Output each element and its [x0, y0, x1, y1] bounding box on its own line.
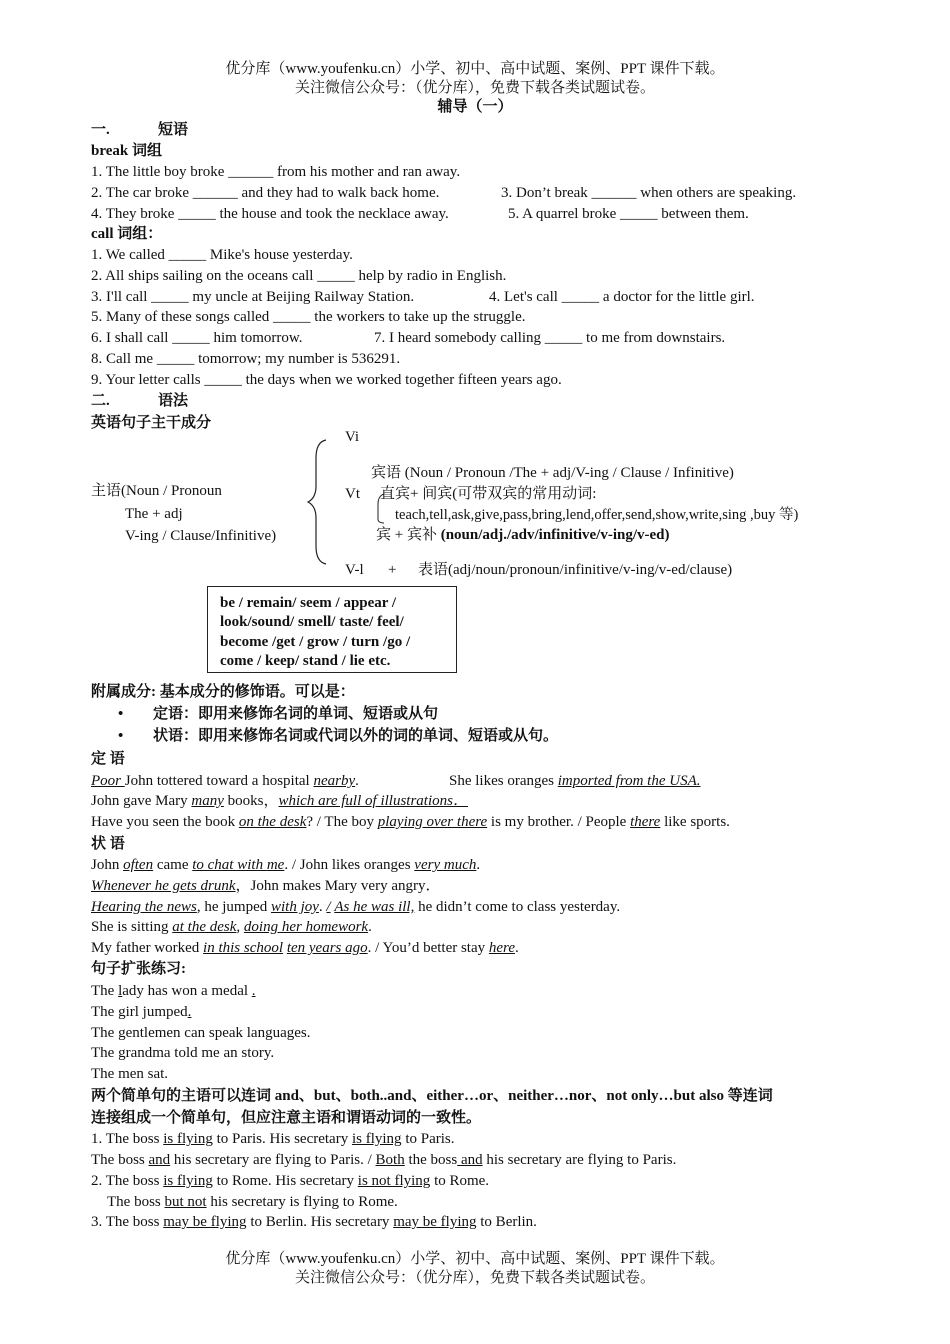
brace-shape: [300, 436, 340, 566]
break-item-5: 5. A quarrel broke _____ between them.: [508, 206, 749, 222]
verb-vl: V-l: [345, 562, 364, 578]
page-title: 辅导（一）: [437, 99, 513, 115]
section-2-title: 语法: [158, 393, 189, 409]
grammar-heading: 英语句子主干成分: [91, 415, 212, 431]
conjunction-example-2: The boss and his secretary are flying to Paris. / Both the boss and his secretary are flying to Paris.: [91, 1152, 677, 1168]
small-brace-shape: [374, 492, 388, 524]
linking-verbs-line-4: come / keep/ stand / lie etc.: [220, 653, 391, 669]
call-item-7: 7. I heard somebody calling _____ to me from downstairs.: [374, 330, 726, 346]
header-line-2: 关注微信公众号：（优分库），免费下载各类试题试卷。: [294, 80, 655, 96]
section-2-number: 二.: [91, 393, 110, 409]
conjunction-example-5: 3. The boss may be flying to Berlin. His secretary may be flying to Berlin.: [91, 1214, 537, 1230]
double-object-verbs: teach,tell,ask,give,pass,bring,lend,offer,send,show,write,sing ,buy 等): [395, 507, 799, 523]
complement-prefix: 宾 + 宾补: [376, 527, 441, 543]
break-item-4: 4. They broke _____ the house and took the necklace away.: [91, 206, 449, 222]
call-item-4: 4. Let's call _____ a doctor for the little girl.: [489, 289, 755, 305]
plus-sign: +: [388, 562, 397, 578]
adverbial-example-1: John often came to chat with me. / John likes oranges very much.: [91, 857, 481, 873]
call-title: call 词组：: [91, 226, 163, 242]
section-1-title: 短语: [158, 122, 189, 138]
object-line: 宾语 (Noun / Pronoun /The + adj/V-ing / Clause / Infinitive): [371, 465, 734, 481]
break-item-3: 3. Don’t break ______ when others are speaking.: [501, 185, 797, 201]
complement-types: (noun/adj./adv/infinitive/v-ing/v-ed): [440, 527, 670, 543]
subject-line-2: The + adj: [125, 506, 183, 522]
adverbial-title: 状 语: [91, 836, 125, 852]
call-item-2: 2. All ships sailing on the oceans call _____ help by radio in English.: [91, 268, 507, 284]
break-item-2: 2. The car broke ______ and they had to walk back home.: [91, 185, 440, 201]
verb-vi: Vi: [345, 429, 360, 445]
attached-title: 附属成分: 基本成分的修饰语。可以是：: [91, 684, 355, 700]
attached-item-2: 状语：即用来修饰名词或代词以外的词的单词、短语或从句。: [153, 728, 559, 744]
expansion-item-1: The lady has won a medal .: [91, 983, 256, 999]
verb-vt: Vt: [345, 486, 360, 502]
attributive-example-1: Poor John tottered toward a hospital nearby.: [91, 773, 359, 789]
break-item-1: 1. The little boy broke ______ from his mother and ran away.: [91, 164, 461, 180]
adverbial-example-5: My father worked in this school ten years ago. / You’d better stay here.: [91, 940, 519, 956]
call-item-3: 3. I'll call _____ my uncle at Beijing Railway Station.: [91, 289, 415, 305]
adverbial-example-2: Whenever he gets drunk，John makes Mary very angry．: [91, 878, 441, 894]
conjunction-example-1: 1. The boss is flying to Paris. His secretary is flying to Paris.: [91, 1131, 455, 1147]
linking-verbs-line-1: be / remain/ seem / appear /: [220, 595, 397, 611]
attributive-example-2: She likes oranges imported from the USA.: [449, 773, 701, 789]
attributive-example-4: Have you seen the book on the desk? / The boy playing over there is my brother. / People there like sports.: [91, 814, 730, 830]
adverbial-example-3: Hearing the news, he jumped with joy. / As he was ill, he didn’t come to class yesterday.: [91, 899, 621, 915]
section-1-number: 一.: [91, 122, 110, 138]
bullet-1: •: [118, 706, 124, 722]
expansion-title: 句子扩张练习:: [91, 961, 186, 977]
call-item-9: 9. Your letter calls _____ the days when we worked together fifteen years ago.: [91, 372, 562, 388]
predicative-line: 表语(adj/noun/pronoun/infinitive/v-ing/v-ed/clause): [418, 562, 733, 578]
adverbial-example-4: She is sitting at the desk, doing her homework.: [91, 919, 372, 935]
header-line-1: 优分库（www.youfenku.cn）小学、初中、高中试题、案例、PPT 课件下载。: [225, 61, 725, 77]
conjunction-rule-line-1: 两个简单句的主语可以连词 and、but、both..and、either…or、neither…nor、not only…but also 等连词: [91, 1088, 773, 1104]
footer-line-1: 优分库（www.youfenku.cn）小学、初中、高中试题、案例、PPT 课件下载。: [225, 1251, 725, 1267]
break-title: break 词组: [91, 143, 162, 159]
call-item-1: 1. We called _____ Mike's house yesterday.: [91, 247, 353, 263]
expansion-item-5: The men sat.: [91, 1066, 169, 1082]
call-item-5: 5. Many of these songs called _____ the workers to take up the struggle.: [91, 309, 526, 325]
conjunction-example-3: 2. The boss is flying to Rome. His secretary is not flying to Rome.: [91, 1173, 490, 1189]
expansion-item-3: The gentlemen can speak languages.: [91, 1025, 311, 1041]
subject-line-3: V-ing / Clause/Infinitive): [125, 528, 277, 544]
call-item-8: 8. Call me _____ tomorrow; my number is 536291.: [91, 351, 401, 367]
subject-line-1: 主语(Noun / Pronoun: [91, 483, 222, 499]
linking-verbs-line-3: become /get / grow / turn /go /: [220, 634, 411, 650]
double-object-line: 直宾+ 间宾(可带双宾的常用动词:: [380, 486, 597, 502]
call-item-6: 6. I shall call _____ him tomorrow.: [91, 330, 303, 346]
expansion-item-2: The girl jumped.: [91, 1004, 192, 1020]
bullet-2: •: [118, 728, 124, 744]
footer-line-2: 关注微信公众号：（优分库），免费下载各类试题试卷。: [294, 1270, 655, 1286]
conjunction-rule-line-2: 连接组成一个简单句，但应注意主语和谓语动词的一致性。: [91, 1110, 482, 1126]
expansion-item-4: The grandma told me an story.: [91, 1045, 275, 1061]
attached-item-1: 定语：即用来修饰名词的单词、短语或从句: [153, 706, 439, 722]
linking-verbs-line-2: look/sound/ smell/ taste/ feel/: [220, 614, 404, 630]
conjunction-example-4: The boss but not his secretary is flying to Rome.: [107, 1194, 398, 1210]
attributive-title: 定 语: [91, 751, 125, 767]
attributive-example-3: John gave Mary many books，which are full of illustrations．: [91, 793, 468, 809]
